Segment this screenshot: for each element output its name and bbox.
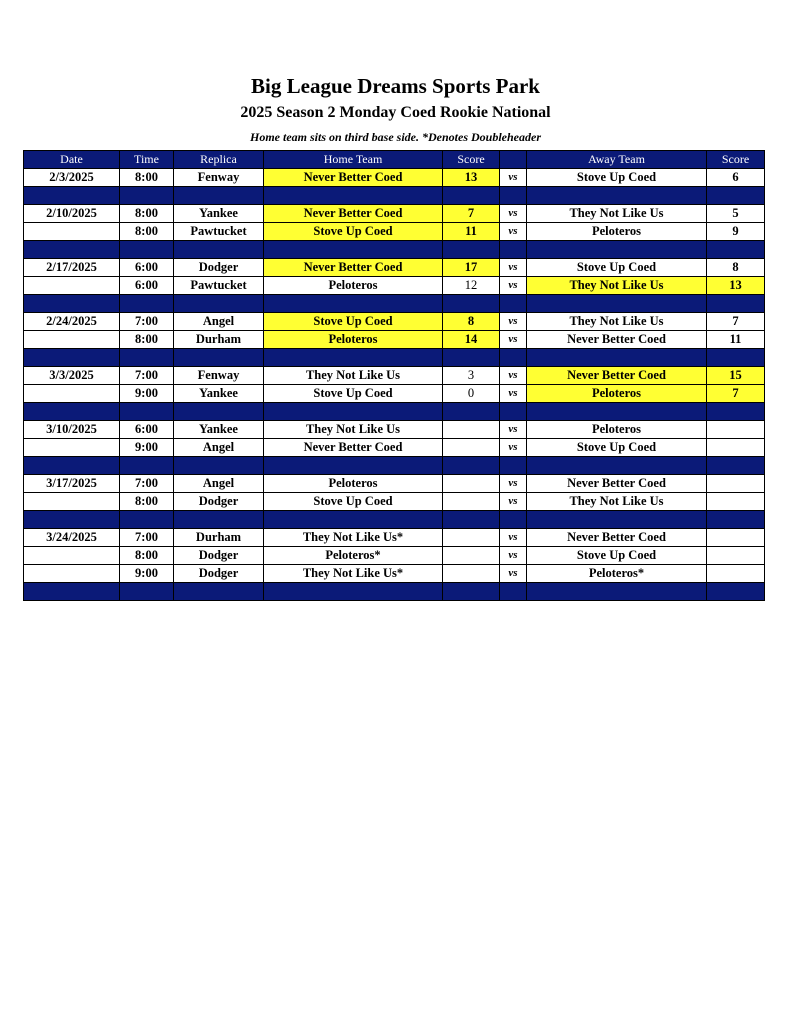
game-row [24,169,765,187]
away-team: Never Better Coed [527,367,707,385]
home-team: Never Better Coed [264,439,443,457]
separator-cell [174,241,264,259]
home-team: Never Better Coed [264,259,443,277]
week-separator [24,403,765,421]
col-header-time: Time [120,151,174,169]
vs-label: vs [500,439,527,457]
game-time: 7:00 [120,475,174,493]
game-replica: Pawtucket [174,277,264,295]
away-score: 11 [707,331,765,349]
vs-label: vs [500,421,527,439]
separator-cell [24,295,120,313]
game-time: 8:00 [120,169,174,187]
separator-cell [264,403,443,421]
game-row [24,259,765,277]
game-date: 2/24/2025 [24,313,120,331]
separator-cell [174,295,264,313]
col-header-away-team: Away Team [527,151,707,169]
separator-cell [707,349,765,367]
game-date-empty [24,385,120,403]
header-row [24,151,765,169]
game-date-empty [24,439,120,457]
separator-cell [527,349,707,367]
separator-cell [120,349,174,367]
game-time: 6:00 [120,421,174,439]
separator-cell [174,187,264,205]
away-score [707,439,765,457]
col-header-home-team: Home Team [264,151,443,169]
game-date: 2/3/2025 [24,169,120,187]
separator-cell [264,241,443,259]
game-replica: Dodger [174,547,264,565]
game-date-empty [24,493,120,511]
away-score [707,493,765,511]
game-replica: Dodger [174,565,264,583]
away-team: Peloteros [527,223,707,241]
separator-cell [527,403,707,421]
home-team: Stove Up Coed [264,385,443,403]
game-replica: Yankee [174,385,264,403]
separator-cell [174,457,264,475]
game-replica: Dodger [174,493,264,511]
game-row [24,367,765,385]
away-team: Stove Up Coed [527,547,707,565]
home-team: They Not Like Us [264,421,443,439]
vs-label: vs [500,169,527,187]
away-team: Stove Up Coed [527,169,707,187]
home-score: 8 [443,313,500,331]
away-score: 6 [707,169,765,187]
separator-cell [500,511,527,529]
game-replica: Yankee [174,421,264,439]
away-team: Peloteros [527,421,707,439]
separator-cell [443,241,500,259]
away-team: They Not Like Us [527,205,707,223]
home-team: They Not Like Us* [264,529,443,547]
separator-cell [707,403,765,421]
week-separator [24,187,765,205]
schedule-note: Home team sits on third base side. *Denotes Doubleheader [250,130,541,144]
game-replica: Durham [174,529,264,547]
home-score: 11 [443,223,500,241]
game-replica: Angel [174,439,264,457]
separator-cell [174,349,264,367]
game-time: 7:00 [120,313,174,331]
away-team: Stove Up Coed [527,439,707,457]
vs-label: vs [500,475,527,493]
separator-cell [24,457,120,475]
week-separator [24,457,765,475]
separator-cell [500,457,527,475]
away-score: 9 [707,223,765,241]
game-replica: Dodger [174,259,264,277]
game-time: 8:00 [120,223,174,241]
vs-label: vs [500,259,527,277]
game-row [24,565,765,583]
separator-cell [264,457,443,475]
separator-cell [120,511,174,529]
game-time: 9:00 [120,385,174,403]
home-team: Never Better Coed [264,205,443,223]
home-team: Peloteros [264,331,443,349]
home-score: 3 [443,367,500,385]
separator-cell [443,511,500,529]
vs-label: vs [500,493,527,511]
home-score [443,529,500,547]
col-header-vs [500,151,527,169]
away-score [707,565,765,583]
separator-cell [264,511,443,529]
away-score: 13 [707,277,765,295]
game-row [24,385,765,403]
separator-cell [24,403,120,421]
home-score [443,475,500,493]
separator-cell [174,403,264,421]
home-team: Stove Up Coed [264,313,443,331]
separator-cell [120,241,174,259]
vs-label: vs [500,331,527,349]
separator-cell [527,511,707,529]
game-date-empty [24,547,120,565]
away-team: Peloteros [527,385,707,403]
vs-label: vs [500,367,527,385]
separator-cell [527,457,707,475]
home-team: Peloteros [264,277,443,295]
separator-cell [174,511,264,529]
home-score [443,439,500,457]
vs-label: vs [500,565,527,583]
game-replica: Fenway [174,169,264,187]
game-row [24,439,765,457]
game-time: 9:00 [120,439,174,457]
home-score: 17 [443,259,500,277]
separator-cell [707,583,765,601]
home-score: 0 [443,385,500,403]
away-team: Peloteros* [527,565,707,583]
game-time: 7:00 [120,529,174,547]
home-team: Peloteros* [264,547,443,565]
separator-cell [120,187,174,205]
separator-cell [707,241,765,259]
game-row [24,493,765,511]
game-date-empty [24,331,120,349]
home-team: Stove Up Coed [264,493,443,511]
separator-cell [443,583,500,601]
schedule-body [24,169,765,601]
week-separator [24,583,765,601]
game-time: 8:00 [120,205,174,223]
game-row [24,277,765,295]
home-team: Never Better Coed [264,169,443,187]
away-team: Never Better Coed [527,529,707,547]
game-date: 2/17/2025 [24,259,120,277]
separator-cell [500,583,527,601]
game-date-empty [24,277,120,295]
vs-label: vs [500,223,527,241]
vs-label: vs [500,385,527,403]
game-row [24,205,765,223]
col-header-replica: Replica [174,151,264,169]
col-header-away-score: Score [707,151,765,169]
home-team: They Not Like Us* [264,565,443,583]
separator-cell [707,295,765,313]
separator-cell [24,349,120,367]
vs-label: vs [500,277,527,295]
game-row [24,475,765,493]
separator-cell [264,187,443,205]
game-replica: Yankee [174,205,264,223]
game-time: 8:00 [120,331,174,349]
separator-cell [527,241,707,259]
game-replica: Durham [174,331,264,349]
game-replica: Fenway [174,367,264,385]
game-row [24,313,765,331]
away-score [707,421,765,439]
separator-cell [120,403,174,421]
separator-cell [174,583,264,601]
separator-cell [443,295,500,313]
game-row [24,421,765,439]
week-separator [24,295,765,313]
game-time: 8:00 [120,547,174,565]
game-date-empty [24,223,120,241]
home-score [443,421,500,439]
home-score: 14 [443,331,500,349]
game-time: 9:00 [120,565,174,583]
game-date: 3/3/2025 [24,367,120,385]
game-date-empty [24,565,120,583]
home-score [443,547,500,565]
game-date: 3/24/2025 [24,529,120,547]
separator-cell [24,187,120,205]
away-team: They Not Like Us [527,313,707,331]
home-score [443,493,500,511]
separator-cell [500,187,527,205]
away-score [707,547,765,565]
separator-cell [527,583,707,601]
week-separator [24,349,765,367]
game-row [24,223,765,241]
separator-cell [120,457,174,475]
week-separator [24,241,765,259]
home-team: Peloteros [264,475,443,493]
away-score [707,475,765,493]
vs-label: vs [500,313,527,331]
home-score: 7 [443,205,500,223]
separator-cell [120,295,174,313]
game-replica: Pawtucket [174,223,264,241]
home-score [443,565,500,583]
separator-cell [443,403,500,421]
away-team: Stove Up Coed [527,259,707,277]
game-date: 2/10/2025 [24,205,120,223]
game-replica: Angel [174,313,264,331]
game-time: 6:00 [120,259,174,277]
away-score: 15 [707,367,765,385]
separator-cell [264,349,443,367]
separator-cell [24,511,120,529]
separator-cell [120,583,174,601]
game-time: 7:00 [120,367,174,385]
separator-cell [500,295,527,313]
game-row [24,547,765,565]
game-replica: Angel [174,475,264,493]
home-team: Stove Up Coed [264,223,443,241]
separator-cell [443,457,500,475]
page-title: Big League Dreams Sports Park [251,74,540,98]
home-team: They Not Like Us [264,367,443,385]
vs-label: vs [500,205,527,223]
separator-cell [500,349,527,367]
vs-label: vs [500,529,527,547]
away-score: 7 [707,313,765,331]
separator-cell [500,241,527,259]
separator-cell [264,295,443,313]
game-time: 8:00 [120,493,174,511]
separator-cell [264,583,443,601]
away-team: Never Better Coed [527,475,707,493]
col-header-home-score: Score [443,151,500,169]
week-separator [24,511,765,529]
separator-cell [527,187,707,205]
game-time: 6:00 [120,277,174,295]
col-header-date: Date [24,151,120,169]
separator-cell [24,583,120,601]
separator-cell [24,241,120,259]
game-row [24,529,765,547]
away-team: Never Better Coed [527,331,707,349]
home-score: 13 [443,169,500,187]
game-date: 3/10/2025 [24,421,120,439]
away-score: 7 [707,385,765,403]
separator-cell [500,403,527,421]
vs-label: vs [500,547,527,565]
away-team: They Not Like Us [527,493,707,511]
game-row [24,331,765,349]
page-subtitle: 2025 Season 2 Monday Coed Rookie National [240,104,551,121]
away-score [707,529,765,547]
game-date: 3/17/2025 [24,475,120,493]
separator-cell [443,187,500,205]
away-score: 8 [707,259,765,277]
separator-cell [443,349,500,367]
separator-cell [527,295,707,313]
schedule-table [23,150,765,601]
away-score: 5 [707,205,765,223]
separator-cell [707,187,765,205]
away-team: They Not Like Us [527,277,707,295]
separator-cell [707,457,765,475]
separator-cell [707,511,765,529]
home-score: 12 [443,277,500,295]
